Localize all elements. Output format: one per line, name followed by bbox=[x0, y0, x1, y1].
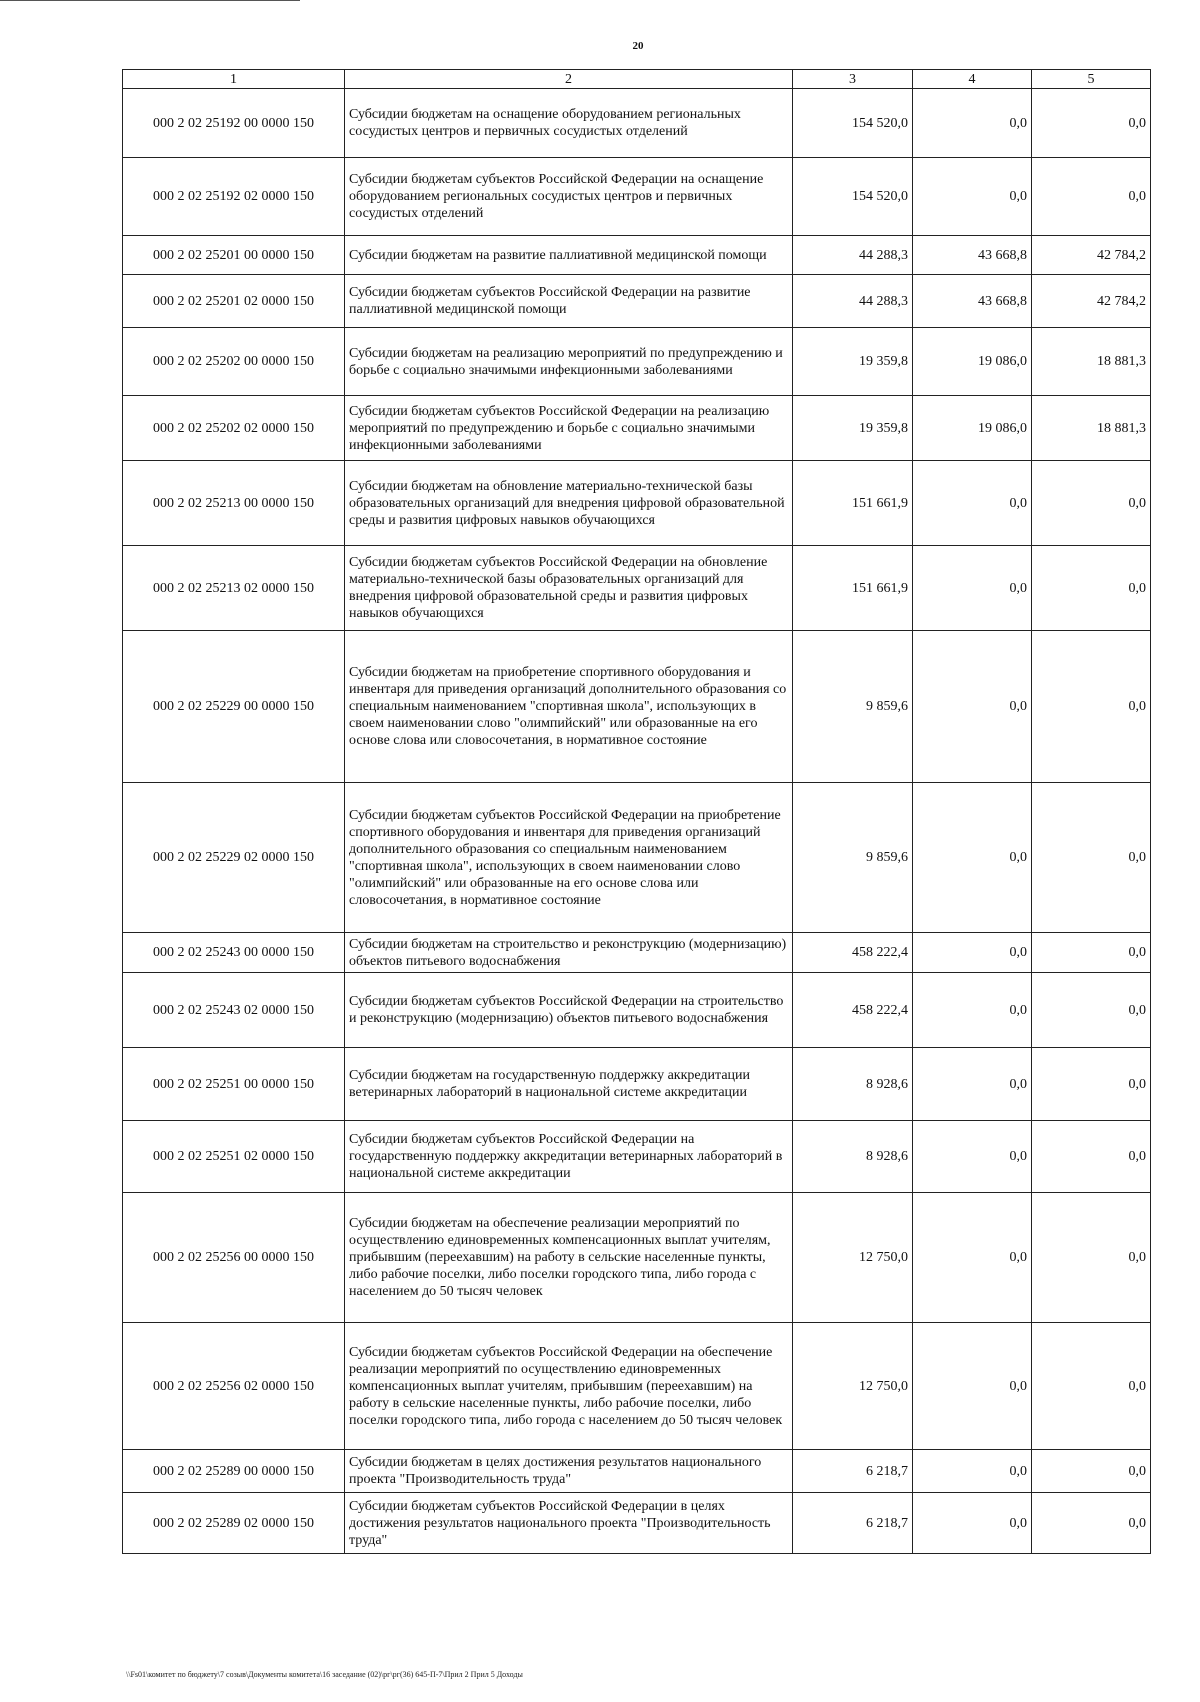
amount-year3: 42 784,2 bbox=[1032, 236, 1151, 275]
amount-year2: 0,0 bbox=[913, 783, 1032, 933]
amount-year1: 19 359,8 bbox=[793, 328, 913, 396]
revenue-name: Субсидии бюджетам на оснащение оборудованием региональных сосудистых центров и первичных сосудистых отделений bbox=[345, 89, 793, 158]
revenue-name: Субсидии бюджетам на развитие паллиативной медицинской помощи bbox=[345, 236, 793, 275]
revenue-code: 000 2 02 25201 02 0000 150 bbox=[123, 275, 345, 328]
revenue-name: Субсидии бюджетам на обновление материально-технической базы образовательных организаций для внедрения цифровой образовательной среды и развития цифровых навыков обучающихся bbox=[345, 461, 793, 546]
amount-year1: 19 359,8 bbox=[793, 396, 913, 461]
amount-year3: 0,0 bbox=[1032, 158, 1151, 236]
page-number: 20 bbox=[632, 40, 644, 52]
amount-year2: 43 668,8 bbox=[913, 275, 1032, 328]
amount-year2: 0,0 bbox=[913, 973, 1032, 1048]
amount-year1: 44 288,3 bbox=[793, 236, 913, 275]
revenue-name: Субсидии бюджетам субъектов Российской Федерации на развитие паллиативной медицинской помощи bbox=[345, 275, 793, 328]
amount-year3: 0,0 bbox=[1032, 1323, 1151, 1450]
amount-year3: 42 784,2 bbox=[1032, 275, 1151, 328]
revenue-name: Субсидии бюджетам субъектов Российской Федерации на государственную поддержку аккредитации ветеринарных лабораторий в национальной системе аккредитации bbox=[345, 1121, 793, 1193]
revenue-name: Субсидии бюджетам на реализацию мероприятий по предупреждению и борьбе с социально значимыми инфекционными заболеваниями bbox=[345, 328, 793, 396]
table-header-row bbox=[123, 70, 1151, 89]
revenue-name: Субсидии бюджетам субъектов Российской Федерации в целях достижения результатов национального проекта "Производительность труда" bbox=[345, 1493, 793, 1554]
revenue-code: 000 2 02 25192 02 0000 150 bbox=[123, 158, 345, 236]
table-row bbox=[123, 631, 1151, 783]
amount-year1: 12 750,0 bbox=[793, 1323, 913, 1450]
revenue-code: 000 2 02 25213 00 0000 150 bbox=[123, 461, 345, 546]
amount-year2: 0,0 bbox=[913, 461, 1032, 546]
amount-year2: 0,0 bbox=[913, 546, 1032, 631]
amount-year1: 12 750,0 bbox=[793, 1193, 913, 1323]
revenue-code: 000 2 02 25202 02 0000 150 bbox=[123, 396, 345, 461]
column-header: 1 bbox=[123, 70, 345, 89]
table-row bbox=[123, 1450, 1151, 1493]
amount-year2: 0,0 bbox=[913, 1450, 1032, 1493]
amount-year2: 0,0 bbox=[913, 1121, 1032, 1193]
table-row bbox=[123, 1048, 1151, 1121]
amount-year3: 0,0 bbox=[1032, 1450, 1151, 1493]
table-row bbox=[123, 546, 1151, 631]
footer-file-path: \\Fs01\комитет по бюджету\7 созыв\Документы комитета\16 заседание (02)\рг\рг(36) 645-П-7\Прил 2 Прил 5 Доходы bbox=[126, 1670, 523, 1679]
amount-year1: 44 288,3 bbox=[793, 275, 913, 328]
column-header: 2 bbox=[345, 70, 793, 89]
revenue-code: 000 2 02 25256 00 0000 150 bbox=[123, 1193, 345, 1323]
amount-year2: 0,0 bbox=[913, 631, 1032, 783]
revenue-code: 000 2 02 25243 02 0000 150 bbox=[123, 973, 345, 1048]
table-row bbox=[123, 158, 1151, 236]
amount-year3: 0,0 bbox=[1032, 783, 1151, 933]
table-row bbox=[123, 1323, 1151, 1450]
amount-year1: 8 928,6 bbox=[793, 1121, 913, 1193]
amount-year1: 154 520,0 bbox=[793, 158, 913, 236]
revenue-code: 000 2 02 25192 00 0000 150 bbox=[123, 89, 345, 158]
amount-year1: 6 218,7 bbox=[793, 1450, 913, 1493]
revenue-code: 000 2 02 25289 00 0000 150 bbox=[123, 1450, 345, 1493]
amount-year3: 0,0 bbox=[1032, 933, 1151, 973]
amount-year2: 19 086,0 bbox=[913, 328, 1032, 396]
amount-year2: 19 086,0 bbox=[913, 396, 1032, 461]
revenue-code: 000 2 02 25251 02 0000 150 bbox=[123, 1121, 345, 1193]
revenue-code: 000 2 02 25213 02 0000 150 bbox=[123, 546, 345, 631]
column-header: 5 bbox=[1032, 70, 1151, 89]
table-row bbox=[123, 328, 1151, 396]
amount-year2: 0,0 bbox=[913, 1193, 1032, 1323]
amount-year3: 18 881,3 bbox=[1032, 396, 1151, 461]
column-header: 4 bbox=[913, 70, 1032, 89]
amount-year2: 0,0 bbox=[913, 1493, 1032, 1554]
revenue-code: 000 2 02 25243 00 0000 150 bbox=[123, 933, 345, 973]
amount-year1: 9 859,6 bbox=[793, 631, 913, 783]
table-row bbox=[123, 1493, 1151, 1554]
revenue-code: 000 2 02 25229 00 0000 150 bbox=[123, 631, 345, 783]
amount-year1: 6 218,7 bbox=[793, 1493, 913, 1554]
table-row bbox=[123, 236, 1151, 275]
revenue-name: Субсидии бюджетам на приобретение спортивного оборудования и инвентаря для приведения организаций дополнительного образования со специальным наименованием "спортивная школа", использующих в своем наименовании слово "олимпийский" или образованные на его основе слова или словосочетания, в нормативное состояние bbox=[345, 631, 793, 783]
amount-year1: 154 520,0 bbox=[793, 89, 913, 158]
revenue-name: Субсидии бюджетам на государственную поддержку аккредитации ветеринарных лабораторий в национальной системе аккредитации bbox=[345, 1048, 793, 1121]
table-row bbox=[123, 396, 1151, 461]
table-row bbox=[123, 89, 1151, 158]
amount-year1: 151 661,9 bbox=[793, 461, 913, 546]
revenue-name: Субсидии бюджетам субъектов Российской Федерации на обеспечение реализации мероприятий по осуществлению единовременных компенсационных выплат учителям, прибывшим (переехавшим) на работу в сельские населенные пункты, либо рабочие поселки, либо поселки городского типа, либо города с населением до 50 тысяч человек bbox=[345, 1323, 793, 1450]
revenue-code: 000 2 02 25202 00 0000 150 bbox=[123, 328, 345, 396]
revenue-name: Субсидии бюджетам субъектов Российской Федерации на обновление материально-технической базы образовательных организаций для внедрения цифровой образовательной среды и развития цифровых навыков обучающихся bbox=[345, 546, 793, 631]
revenue-code: 000 2 02 25201 00 0000 150 bbox=[123, 236, 345, 275]
table-row bbox=[123, 275, 1151, 328]
column-header: 3 bbox=[793, 70, 913, 89]
amount-year3: 18 881,3 bbox=[1032, 328, 1151, 396]
amount-year2: 0,0 bbox=[913, 1323, 1032, 1450]
revenue-name: Субсидии бюджетам субъектов Российской Федерации на строительство и реконструкцию (модернизацию) объектов питьевого водоснабжения bbox=[345, 973, 793, 1048]
amount-year2: 43 668,8 bbox=[913, 236, 1032, 275]
revenue-name: Субсидии бюджетам субъектов Российской Федерации на реализацию мероприятий по предупреждению и борьбе с социально значимыми инфекционными заболеваниями bbox=[345, 396, 793, 461]
revenue-code: 000 2 02 25289 02 0000 150 bbox=[123, 1493, 345, 1554]
table-row bbox=[123, 1193, 1151, 1323]
amount-year1: 458 222,4 bbox=[793, 973, 913, 1048]
amount-year3: 0,0 bbox=[1032, 1121, 1151, 1193]
revenue-name: Субсидии бюджетам на обеспечение реализации мероприятий по осуществлению единовременных компенсационных выплат учителям, прибывшим (переехавшим) на работу в сельские населенные пункты, либо рабочие поселки, либо поселки городского типа, либо города с населением до 50 тысяч человек bbox=[345, 1193, 793, 1323]
amount-year2: 0,0 bbox=[913, 158, 1032, 236]
amount-year1: 458 222,4 bbox=[793, 933, 913, 973]
amount-year2: 0,0 bbox=[913, 1048, 1032, 1121]
revenue-name: Субсидии бюджетам в целях достижения результатов национального проекта "Производительность труда" bbox=[345, 1450, 793, 1493]
amount-year3: 0,0 bbox=[1032, 631, 1151, 783]
amount-year3: 0,0 bbox=[1032, 546, 1151, 631]
table-row bbox=[123, 1121, 1151, 1193]
table-row bbox=[123, 461, 1151, 546]
table-row bbox=[123, 973, 1151, 1048]
revenue-code: 000 2 02 25256 02 0000 150 bbox=[123, 1323, 345, 1450]
budget-table bbox=[122, 69, 1151, 1554]
revenue-code: 000 2 02 25251 00 0000 150 bbox=[123, 1048, 345, 1121]
amount-year3: 0,0 bbox=[1032, 89, 1151, 158]
table-row bbox=[123, 933, 1151, 973]
amount-year3: 0,0 bbox=[1032, 1048, 1151, 1121]
revenue-code: 000 2 02 25229 02 0000 150 bbox=[123, 783, 345, 933]
revenue-name: Субсидии бюджетам субъектов Российской Федерации на оснащение оборудованием региональных сосудистых центров и первичных сосудистых отделений bbox=[345, 158, 793, 236]
amount-year3: 0,0 bbox=[1032, 973, 1151, 1048]
revenue-name: Субсидии бюджетам субъектов Российской Федерации на приобретение спортивного оборудования и инвентаря для приведения организаций дополнительного образования со специальным наименованием "спортивная школа", использующих в своем наименовании слово "олимпийский" или образованные на его основе слова или словосочетания, в нормативное состояние bbox=[345, 783, 793, 933]
revenue-name: Субсидии бюджетам на строительство и реконструкцию (модернизацию) объектов питьевого водоснабжения bbox=[345, 933, 793, 973]
amount-year3: 0,0 bbox=[1032, 1193, 1151, 1323]
amount-year1: 8 928,6 bbox=[793, 1048, 913, 1121]
amount-year2: 0,0 bbox=[913, 89, 1032, 158]
table-row bbox=[123, 783, 1151, 933]
top-rule bbox=[0, 0, 300, 1]
amount-year1: 151 661,9 bbox=[793, 546, 913, 631]
amount-year2: 0,0 bbox=[913, 933, 1032, 973]
amount-year3: 0,0 bbox=[1032, 461, 1151, 546]
amount-year3: 0,0 bbox=[1032, 1493, 1151, 1554]
amount-year1: 9 859,6 bbox=[793, 783, 913, 933]
